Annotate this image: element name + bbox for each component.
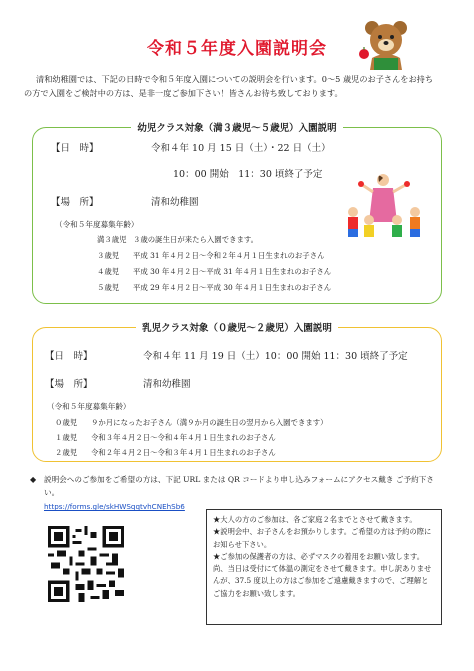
kindergarten-section [32,123,442,304]
age-label: １歳児 [55,433,78,442]
infant-age-row [55,417,328,428]
age-desc: ３歳の誕生日が来たら入園できます。 [133,235,259,244]
age-label: ２歳児 [55,448,78,457]
kindergarten-heading: 幼児クラス対象（満３歳児〜５歳児）入園説明 [131,123,342,134]
bullet-diamond-icon: ◆ [30,475,37,484]
kindergarten-age-row [97,282,331,293]
bear-mascot-icon [358,14,414,70]
notice-item: ★ご参加の保護者の方は、必ずマスクの着用をお願い致します。尚、当日は受付にて体温の測定をさせて戴きます。申し訳ありませんが、37.5 度以上の方はご参加をご遠慮戴きますので、ご理解とご協力をお願い致します。 [213,551,432,598]
age-desc: 平成 29 年４月２日〜平成 30 年４月１日生まれのお子さん [133,283,332,292]
infant-age-heading: （令和５年度募集年齢） [47,402,131,411]
age-label: ５歳児 [97,283,120,292]
infant-place-label: 【場 所】 [45,379,93,390]
page-title: 令和５年度入園説明会 [147,39,327,59]
age-label: ０歳児 [55,418,78,427]
infant-place-value: 清和幼稚園 [143,379,191,390]
kindergarten-place-value: 清和幼稚園 [151,197,199,208]
kindergarten-age-row [97,250,324,261]
infant-age-row [55,432,276,443]
qr-code-icon[interactable] [48,526,124,602]
notice-item: ★説明会中、お子さんをお預かりします。ご希望の方は予約の際にお知らせ下さい。 [213,527,432,549]
kindergarten-age-row [97,266,331,277]
age-desc: 平成 30 年４月２日〜平成 31 年４月１日生まれのお子さん [133,267,332,276]
intro-text [24,72,456,100]
children-dancing-illustration [333,172,433,242]
intro-line: 清和幼稚園では、下記の日時で令和５年度入園についての説明会を行います。0〜5 歳児のお子さんをお持ち [36,74,434,84]
age-desc: 令和２年４月２日〜令和３年４月１日生まれのお子さん [91,448,276,457]
infant-date-value: 令和４年 11 月 19 日（土）10：00 開始 11：30 頃終了予定 [143,351,408,362]
kindergarten-age-heading: （令和５年度募集年齢） [55,220,139,229]
kindergarten-place-label: 【場 所】 [51,197,99,208]
age-label: ４歳児 [97,267,120,276]
notice-item: ★大人の方のご参加は、各ご家庭２名までとさせて戴きます。 [213,515,417,524]
infant-section [32,323,442,462]
infant-date-label: 【日 時】 [45,351,93,362]
infant-age-row [55,447,276,458]
application-form-link[interactable]: https://forms.gle/skHWSqqtvhCNEhSb6 [44,502,185,511]
kindergarten-date-value: 令和４年 10 月 15 日（土）・22 日（土） [151,143,331,154]
kindergarten-age-row [97,234,258,245]
age-desc: ９か月になったお子さん（満９か月の誕生日の翌月から入園できます） [91,418,328,427]
intro-line: の方で入園をご検討中の方は、是非一度ご参加下さい！皆さんお待ち致しております。 [24,88,343,98]
age-desc: 平成 31 年４月２日〜令和２年４月１日生まれのお子さん [133,251,325,260]
age-desc: 令和３年４月２日〜令和４年４月１日生まれのお子さん [91,433,276,442]
kindergarten-date-label: 【日 時】 [51,143,99,154]
age-label: ３歳児 [97,251,120,260]
kindergarten-time-value: 10：00 開始 11：30 頃終了予定 [173,169,323,180]
infant-heading: 乳児クラス対象（０歳児〜２歳児）入園説明 [136,323,338,334]
application-note: 説明会へのご参加をご希望の方は、下記 URL または QR コードより申し込みフォームにアクセス戴き ご予約下さい。 [44,475,434,497]
notice-box [206,509,442,625]
age-label: 満３歳児 [97,235,127,244]
